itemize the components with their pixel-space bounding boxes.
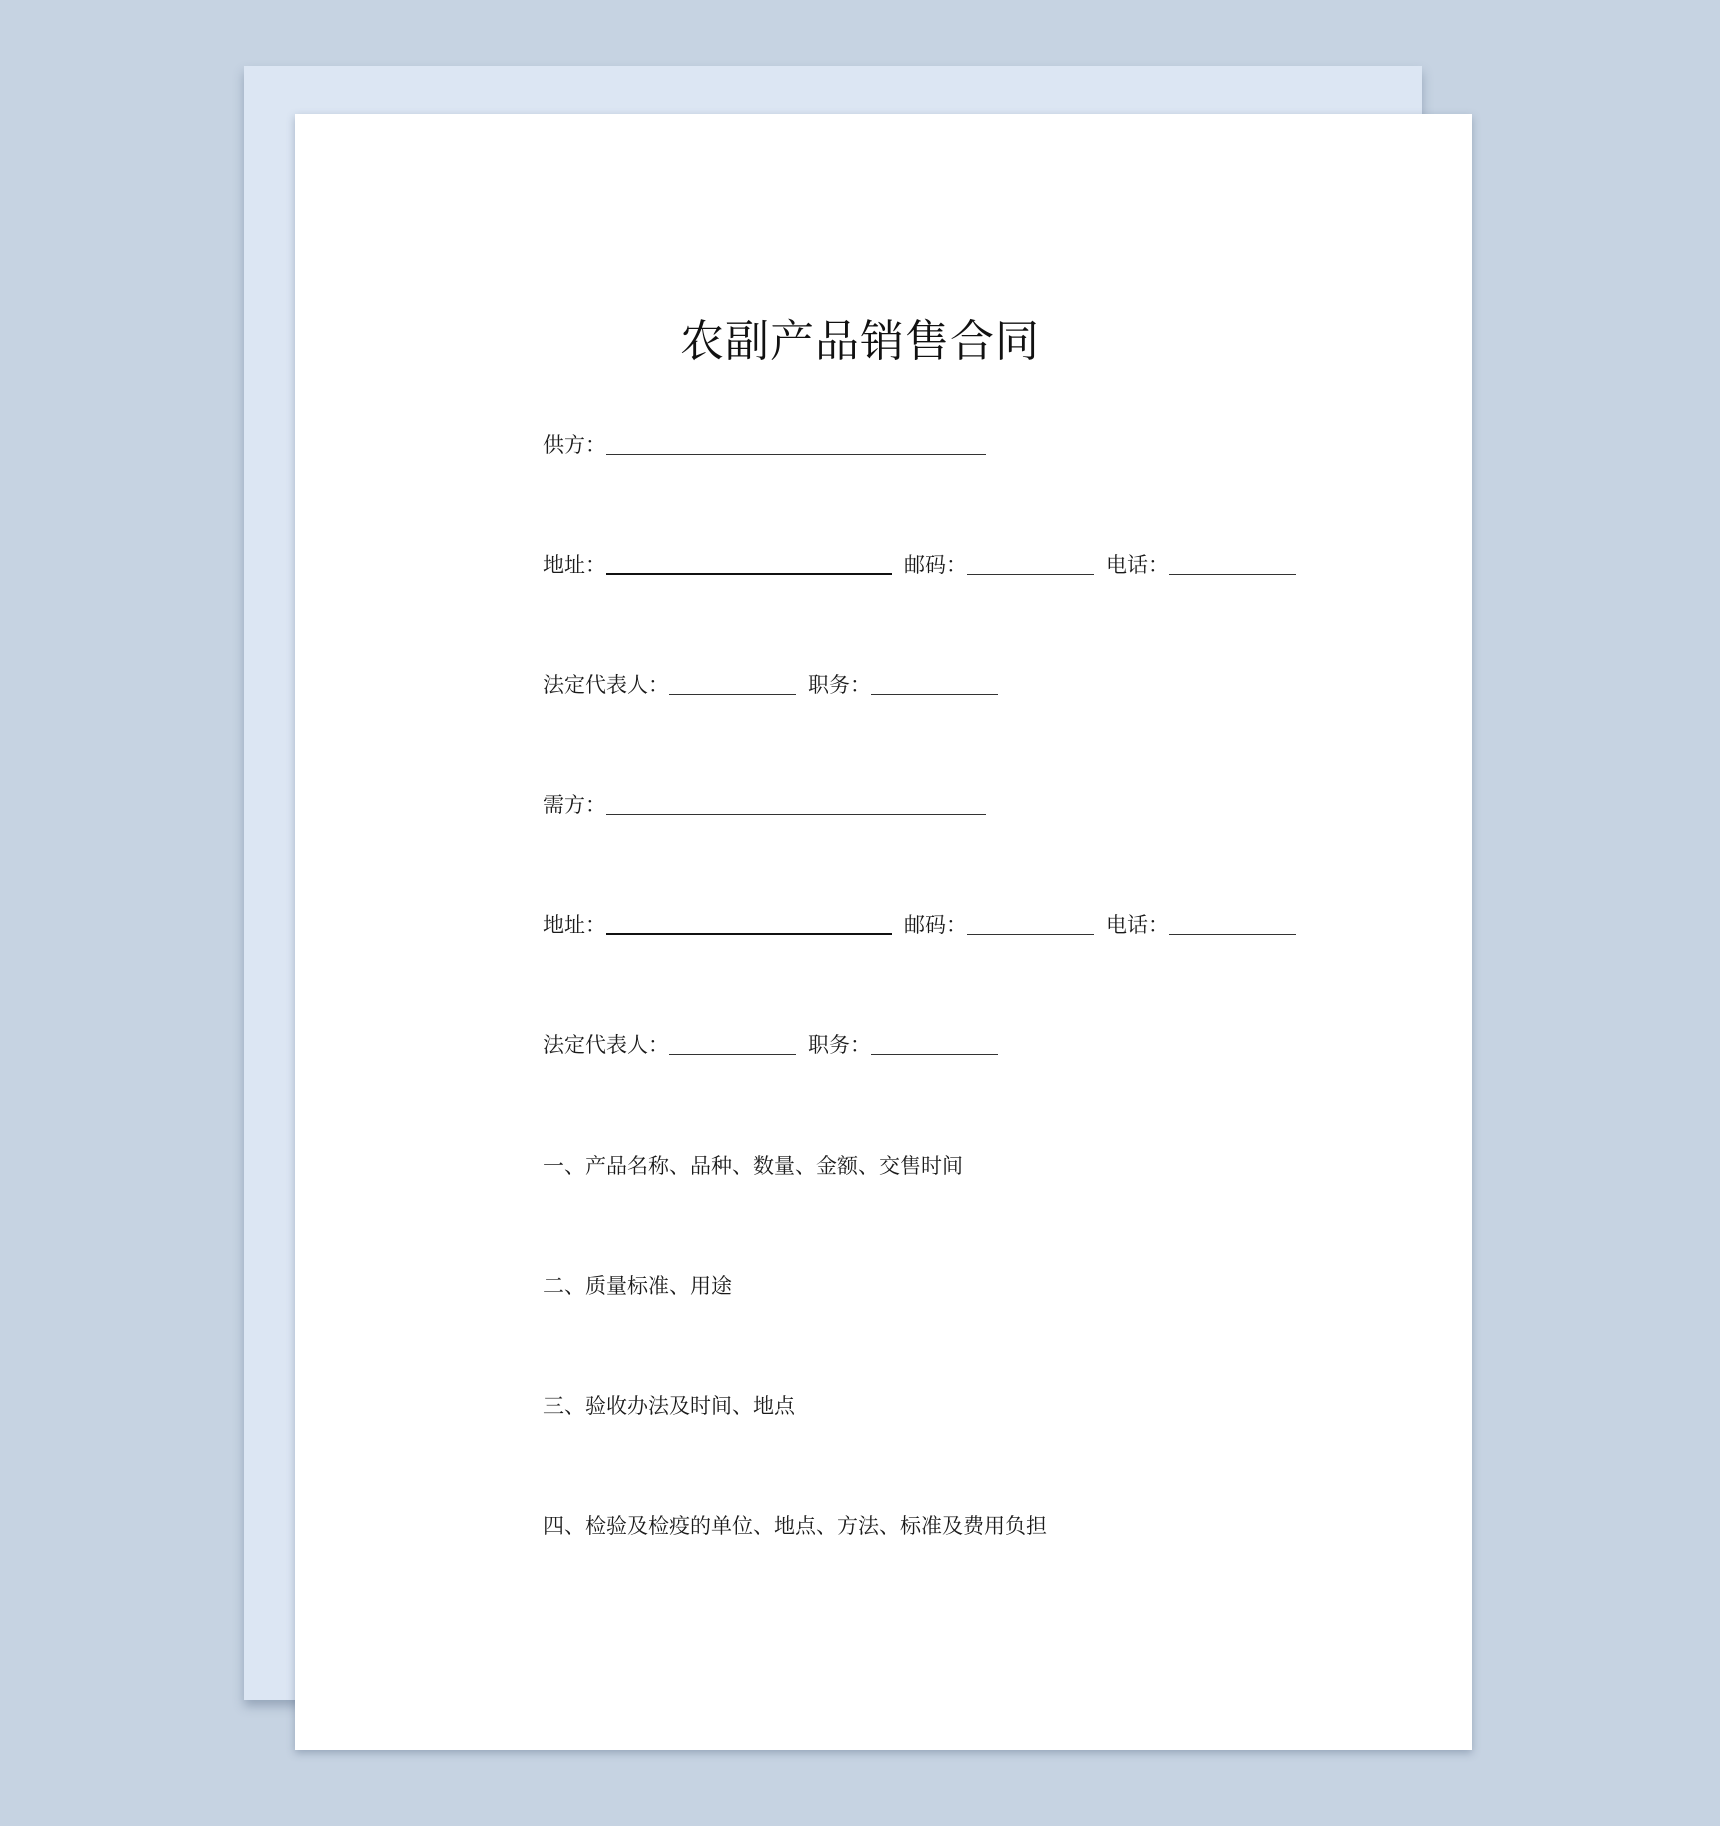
supplier-postcode-field[interactable] xyxy=(967,574,1094,575)
buyer-rep-row xyxy=(543,1018,998,1058)
buyer-rep-field[interactable] xyxy=(669,1054,796,1055)
supplier-address-row xyxy=(543,538,1296,578)
supplier-postcode-label: 邮码： xyxy=(904,553,967,577)
buyer-address-label: 地址： xyxy=(543,913,606,937)
buyer-address-row xyxy=(543,898,1296,938)
supplier-phone-label: 电话： xyxy=(1106,553,1169,577)
buyer-rep-label: 法定代表人： xyxy=(543,1033,669,1057)
buyer-postcode-field[interactable] xyxy=(967,934,1094,935)
supplier-party-label: 供方： xyxy=(543,433,606,457)
supplier-phone-field[interactable] xyxy=(1169,574,1296,575)
buyer-position-field[interactable] xyxy=(871,1054,998,1055)
supplier-party-field[interactable] xyxy=(606,454,986,455)
buyer-party-label: 需方： xyxy=(543,793,606,817)
supplier-party-row xyxy=(543,418,986,458)
supplier-rep-row xyxy=(543,658,998,698)
supplier-position-label: 职务： xyxy=(808,673,871,697)
buyer-address-field[interactable] xyxy=(606,933,892,935)
buyer-party-field[interactable] xyxy=(606,814,986,815)
clause-heading: 一、产品名称、品种、数量、金额、交售时间 xyxy=(543,1154,963,1178)
buyer-postcode-label: 邮码： xyxy=(904,913,967,937)
document-title: 农副产品销售合同 xyxy=(680,316,1040,367)
supplier-rep-label: 法定代表人： xyxy=(543,673,669,697)
supplier-address-label: 地址： xyxy=(543,553,606,577)
buyer-party-row xyxy=(543,778,986,818)
supplier-rep-field[interactable] xyxy=(669,694,796,695)
buyer-position-label: 职务： xyxy=(808,1033,871,1057)
buyer-phone-field[interactable] xyxy=(1169,934,1296,935)
clause-heading: 四、检验及检疫的单位、地点、方法、标准及费用负担 xyxy=(543,1514,1047,1538)
supplier-address-field[interactable] xyxy=(606,573,892,575)
clause-heading: 三、验收办法及时间、地点 xyxy=(543,1394,795,1418)
buyer-phone-label: 电话： xyxy=(1106,913,1169,937)
supplier-position-field[interactable] xyxy=(871,694,998,695)
clause-heading: 二、质量标准、用途 xyxy=(543,1274,732,1298)
